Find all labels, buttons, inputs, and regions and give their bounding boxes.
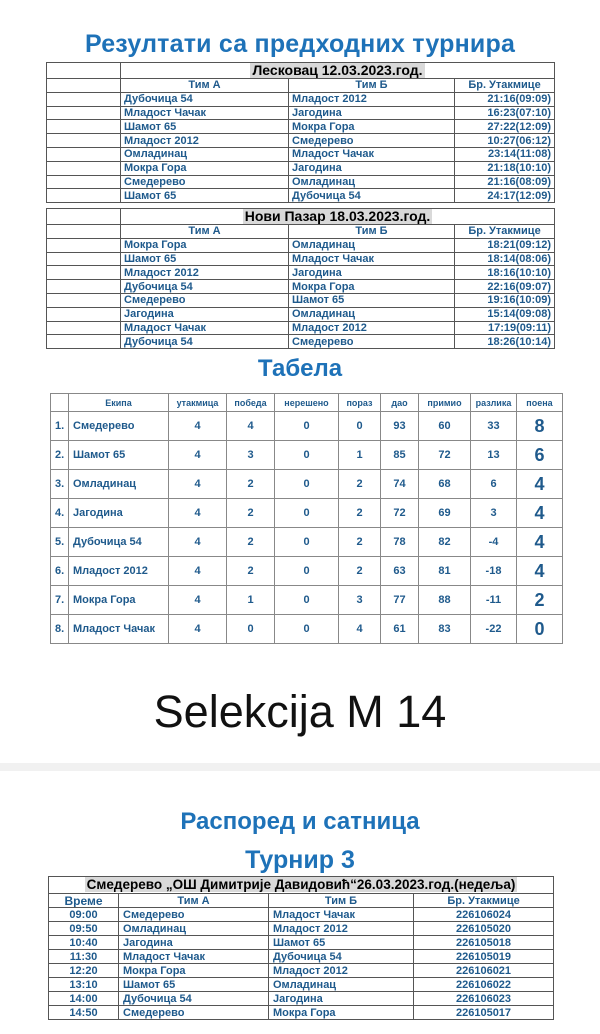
schedule-header-row [49,894,554,908]
diff-cell: -22 [471,615,517,644]
team-b-cell: Младост Чачак [269,908,414,922]
points-cell: 4 [517,557,563,586]
column-header-team-a: Тим А [119,894,269,908]
score-cell: 18:21(09:12) [455,238,555,252]
team-b-cell: Јагодина [289,106,455,120]
schedule-title: Распоред и сатница [180,808,420,835]
scored-cell: 93 [381,412,419,441]
time-cell: 10:40 [49,936,119,950]
scored-cell: 78 [381,528,419,557]
schedule-row [49,922,554,936]
team-cell: Омладинац [69,470,169,499]
time-cell: 14:50 [49,1006,119,1020]
score-cell: 18:14(08:06) [455,252,555,266]
team-a-cell: Младост Чачак [119,950,269,964]
team-a-cell: Дубочица 54 [121,335,289,349]
score-cell: 24:17(12:09) [455,189,555,203]
column-header-lost: пораз [339,394,381,412]
table-row [47,147,555,161]
diff-cell: -4 [471,528,517,557]
column-header-team-a: Тим А [121,225,289,239]
score-cell: 21:16(09:09) [455,92,555,106]
won-cell: 2 [227,557,275,586]
team-b-cell: Младост 2012 [289,321,455,335]
results-table-novi-pazar [46,208,555,349]
time-cell: 14:00 [49,992,119,1006]
team-b-cell: Јагодина [289,161,455,175]
team-a-cell: Јагодина [121,307,289,321]
match-no-cell: 226106022 [414,978,554,992]
time-cell: 13:10 [49,978,119,992]
schedule-row [49,936,554,950]
drawn-cell: 0 [275,441,339,470]
score-cell: 18:26(10:14) [455,335,555,349]
lost-cell: 1 [339,441,381,470]
conceded-cell: 68 [419,470,471,499]
score-cell: 19:16(10:09) [455,293,555,307]
scored-cell: 77 [381,586,419,615]
lost-cell: 4 [339,615,381,644]
score-cell: 16:23(07:10) [455,106,555,120]
team-a-cell: Дубочица 54 [121,280,289,294]
team-b-cell: Младост 2012 [269,964,414,978]
won-cell: 4 [227,412,275,441]
team-a-cell: Дубочица 54 [121,92,289,106]
table-row [47,120,555,134]
team-cell: Мокра Гора [69,586,169,615]
column-header-team-b: Тим Б [289,79,455,93]
drawn-cell: 0 [275,412,339,441]
schedule-table [48,876,554,1020]
match-no-cell: 226105020 [414,922,554,936]
played-cell: 4 [169,499,227,528]
table-row [47,106,555,120]
schedule-row [49,950,554,964]
points-cell: 6 [517,441,563,470]
points-cell: 8 [517,412,563,441]
venue-row [47,63,555,79]
table-row [47,189,555,203]
team-b-cell: Мокра Гора [269,1006,414,1020]
section-divider [0,763,600,771]
team-b-cell: Младост Чачак [289,252,455,266]
rank-cell: 6. [51,557,69,586]
scored-cell: 74 [381,470,419,499]
results-table-leskovac [46,62,555,203]
team-cell: Смедерево [69,412,169,441]
score-cell: 27:22(12:09) [455,120,555,134]
team-b-cell: Дубочица 54 [289,189,455,203]
team-b-cell: Мокра Гора [289,120,455,134]
team-b-cell: Дубочица 54 [269,950,414,964]
points-cell: 4 [517,528,563,557]
team-b-cell: Омладинац [289,307,455,321]
schedule-row [49,908,554,922]
header-row [47,225,555,239]
column-header-diff: разлика [471,394,517,412]
drawn-cell: 0 [275,499,339,528]
rank-cell: 5. [51,528,69,557]
venue-title: Нови Пазар 18.03.2023.год. [121,209,555,225]
scored-cell: 63 [381,557,419,586]
table-row [47,266,555,280]
played-cell: 4 [169,441,227,470]
points-cell: 4 [517,499,563,528]
played-cell: 4 [169,412,227,441]
team-a-cell: Младост Чачак [121,106,289,120]
table-row [47,161,555,175]
team-b-cell: Младост Чачак [289,147,455,161]
standings-header-row [51,394,563,412]
drawn-cell: 0 [275,586,339,615]
column-header-team-a: Тим А [121,79,289,93]
score-cell: 17:19(09:11) [455,321,555,335]
venue-title: Лесковац 12.03.2023.год. [121,63,555,79]
time-cell: 12:20 [49,964,119,978]
team-a-cell: Мокра Гора [121,238,289,252]
diff-cell: 6 [471,470,517,499]
scored-cell: 72 [381,499,419,528]
match-no-cell: 226105019 [414,950,554,964]
match-no-cell: 226105017 [414,1006,554,1020]
conceded-cell: 72 [419,441,471,470]
diff-cell: 13 [471,441,517,470]
schedule-row [49,992,554,1006]
drawn-cell: 0 [275,528,339,557]
won-cell: 2 [227,499,275,528]
column-header-played: утакмица [169,394,227,412]
team-a-cell: Омладинац [119,922,269,936]
column-header-match-no: Бр. Утакмице [414,894,554,908]
team-b-cell: Јагодина [289,266,455,280]
table-row [47,92,555,106]
team-b-cell: Омладинац [289,175,455,189]
diff-cell: -18 [471,557,517,586]
column-header-match-no: Бр. Утакмице [455,79,555,93]
table-row [47,252,555,266]
team-a-cell: Омладинац [121,147,289,161]
table-row [47,321,555,335]
standings-row [51,412,563,441]
column-header-scored: дао [381,394,419,412]
won-cell: 2 [227,470,275,499]
lost-cell: 2 [339,528,381,557]
conceded-cell: 88 [419,586,471,615]
column-header-match-no: Бр. Утакмице [455,225,555,239]
team-b-cell: Омладинац [289,238,455,252]
column-header-time: Време [49,894,119,908]
team-a-cell: Мокра Гора [119,964,269,978]
schedule-subtitle: Турнир 3 [245,846,355,874]
time-cell: 09:50 [49,922,119,936]
match-no-cell: 226106023 [414,992,554,1006]
table-row [47,280,555,294]
team-b-cell: Шамот 65 [289,293,455,307]
table-row [47,307,555,321]
column-header-won: победа [227,394,275,412]
score-cell: 21:18(10:10) [455,161,555,175]
standings-row [51,528,563,557]
team-cell: Младост Чачак [69,615,169,644]
schedule-row [49,1006,554,1020]
selection-title: Selekcija M 14 [153,686,447,737]
rank-cell: 7. [51,586,69,615]
won-cell: 3 [227,441,275,470]
column-header-team-b: Тим Б [289,225,455,239]
team-b-cell: Шамот 65 [269,936,414,950]
drawn-cell: 0 [275,615,339,644]
team-a-cell: Смедерево [121,293,289,307]
team-a-cell: Смедерево [119,1006,269,1020]
team-a-cell: Мокра Гора [121,161,289,175]
team-cell: Шамот 65 [69,441,169,470]
column-header-team-b: Тим Б [269,894,414,908]
lost-cell: 0 [339,412,381,441]
conceded-cell: 81 [419,557,471,586]
standings-row [51,586,563,615]
rank-cell: 8. [51,615,69,644]
standings-row [51,615,563,644]
team-cell: Младост 2012 [69,557,169,586]
rank-cell: 2. [51,441,69,470]
score-cell: 23:14(11:08) [455,147,555,161]
lost-cell: 2 [339,470,381,499]
standings-row [51,470,563,499]
schedule-row [49,964,554,978]
score-cell: 10:27(06:12) [455,134,555,148]
column-header-conceded: примио [419,394,471,412]
team-a-cell: Јагодина [119,936,269,950]
team-a-cell: Шамот 65 [121,120,289,134]
score-cell: 18:16(10:10) [455,266,555,280]
rank-cell: 1. [51,412,69,441]
diff-cell: -11 [471,586,517,615]
won-cell: 1 [227,586,275,615]
scored-cell: 85 [381,441,419,470]
conceded-cell: 69 [419,499,471,528]
score-cell: 21:16(08:09) [455,175,555,189]
lost-cell: 2 [339,499,381,528]
team-a-cell: Смедерево [119,908,269,922]
table-row [47,175,555,189]
points-cell: 4 [517,470,563,499]
standings-row [51,441,563,470]
column-header-team: Екипа [69,394,169,412]
team-a-cell: Шамот 65 [119,978,269,992]
conceded-cell: 60 [419,412,471,441]
team-a-cell: Младост 2012 [121,266,289,280]
team-b-cell: Младост 2012 [289,92,455,106]
score-cell: 22:16(09:07) [455,280,555,294]
played-cell: 4 [169,615,227,644]
team-b-cell: Јагодина [269,992,414,1006]
played-cell: 4 [169,557,227,586]
match-no-cell: 226105018 [414,936,554,950]
column-header-points: поена [517,394,563,412]
lost-cell: 3 [339,586,381,615]
team-a-cell: Шамот 65 [121,252,289,266]
venue-row [49,877,554,894]
team-a-cell: Младост 2012 [121,134,289,148]
standings-table [50,393,563,644]
column-header-drawn: нерешено [275,394,339,412]
time-cell: 11:30 [49,950,119,964]
team-a-cell: Дубочица 54 [119,992,269,1006]
standings-row [51,499,563,528]
match-no-cell: 226106024 [414,908,554,922]
table-row [47,335,555,349]
won-cell: 2 [227,528,275,557]
drawn-cell: 0 [275,557,339,586]
rank-cell: 4. [51,499,69,528]
points-cell: 0 [517,615,563,644]
team-a-cell: Младост Чачак [121,321,289,335]
conceded-cell: 82 [419,528,471,557]
time-cell: 09:00 [49,908,119,922]
table-row [47,134,555,148]
schedule-venue: Смедерево „ОШ Димитрије Давидовић“26.03.2023.год.(недеља) [49,877,554,894]
played-cell: 4 [169,470,227,499]
diff-cell: 33 [471,412,517,441]
played-cell: 4 [169,586,227,615]
match-no-cell: 226106021 [414,964,554,978]
schedule-row [49,978,554,992]
rank-cell: 3. [51,470,69,499]
team-b-cell: Младост 2012 [269,922,414,936]
score-cell: 15:14(09:08) [455,307,555,321]
scored-cell: 61 [381,615,419,644]
team-a-cell: Шамот 65 [121,189,289,203]
team-cell: Дубочица 54 [69,528,169,557]
played-cell: 4 [169,528,227,557]
header-row [47,79,555,93]
team-b-cell: Мокра Гора [289,280,455,294]
drawn-cell: 0 [275,470,339,499]
venue-row [47,209,555,225]
won-cell: 0 [227,615,275,644]
team-b-cell: Омладинац [269,978,414,992]
conceded-cell: 83 [419,615,471,644]
table-row [47,293,555,307]
team-cell: Јагодина [69,499,169,528]
page-title: Резултати са предходних турнира [84,30,516,58]
points-cell: 2 [517,586,563,615]
team-b-cell: Смедерево [289,335,455,349]
team-b-cell: Смедерево [289,134,455,148]
lost-cell: 2 [339,557,381,586]
table-row [47,238,555,252]
diff-cell: 3 [471,499,517,528]
standings-title: Табела [257,355,343,382]
team-a-cell: Смедерево [121,175,289,189]
standings-row [51,557,563,586]
